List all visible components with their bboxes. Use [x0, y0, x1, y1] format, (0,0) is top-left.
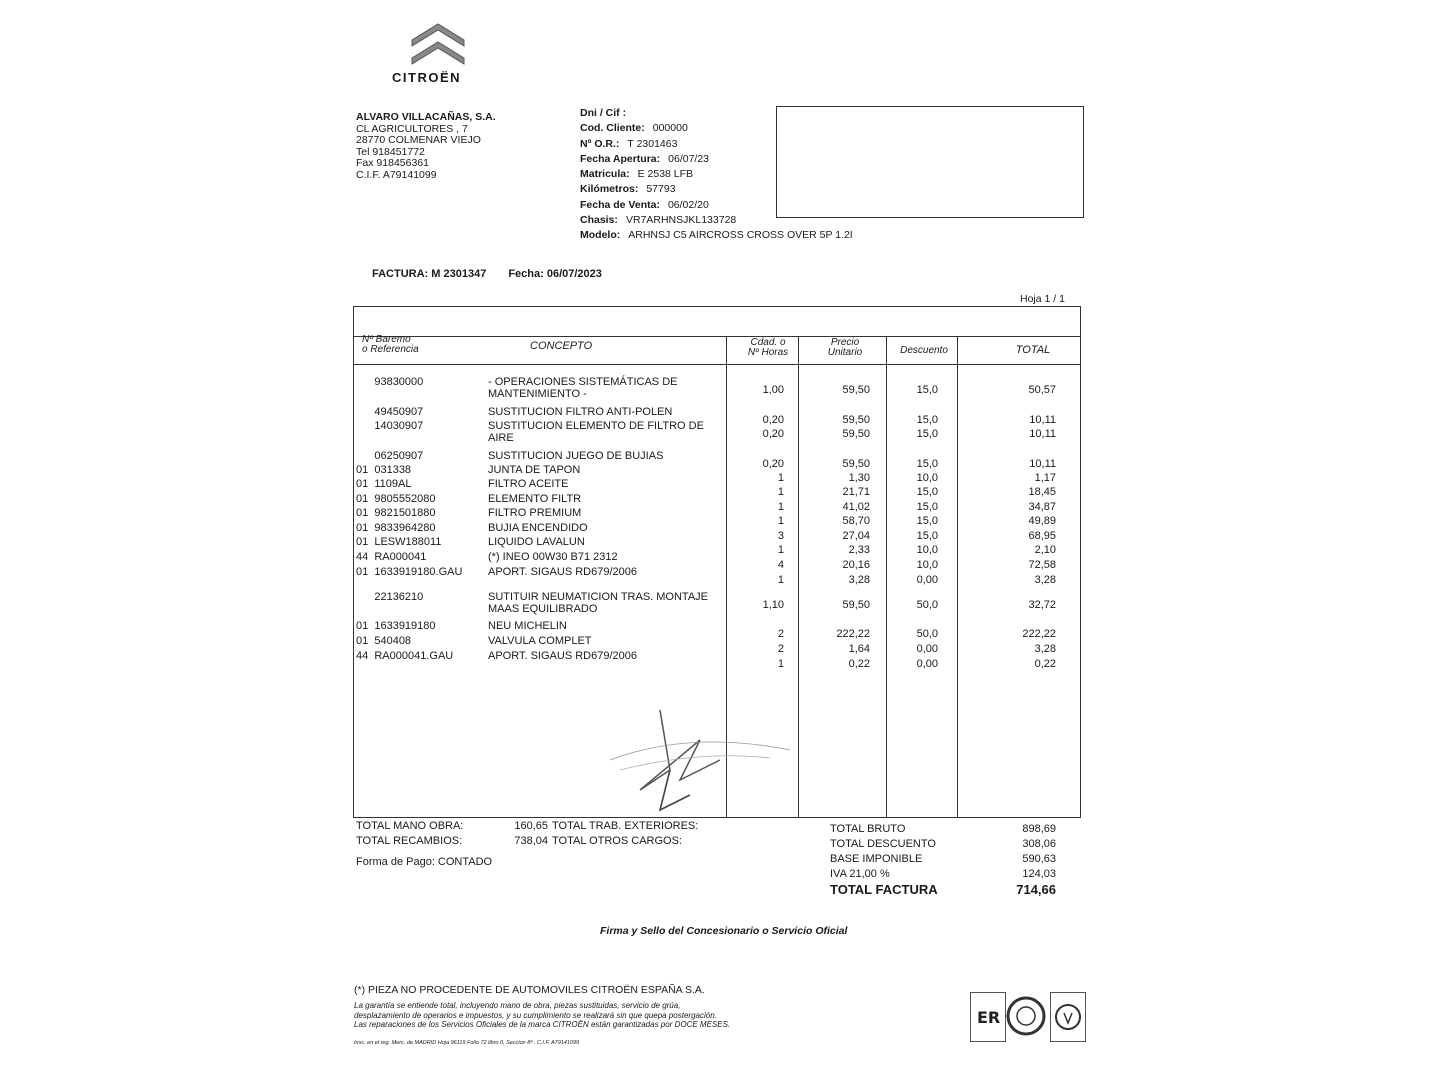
row-discount: 0,00: [916, 574, 938, 586]
totals-mid: [552, 819, 698, 849]
chevron-icon: [408, 18, 468, 68]
mano-obra-value: 160,65: [514, 820, 548, 832]
certification-env-icon: [1050, 992, 1086, 1042]
trab-ext-label: TOTAL TRAB. EXTERIORES:: [552, 820, 699, 832]
info-row: Fecha Apertura: 06/07/23: [580, 152, 710, 165]
row-price: 21,71: [842, 486, 870, 498]
row-discount: 15,0: [916, 428, 938, 440]
row-total: 32,72: [1028, 599, 1056, 611]
row-code: 01 031338: [356, 464, 412, 476]
row-discount: 15,0: [916, 384, 938, 396]
row-discount: 0,00: [916, 643, 938, 655]
info-row: Fecha de Venta: 06/02/20: [580, 198, 709, 211]
row-discount: 15,0: [916, 501, 938, 513]
row-code: 01 1109AL: [356, 478, 412, 490]
otros-cargos-label: TOTAL OTROS CARGOS:: [552, 835, 682, 847]
row-total: 3,28: [1034, 643, 1056, 655]
row-quantity: 4: [777, 559, 784, 571]
info-row: Chasis: VR7ARHNSJKL133728: [580, 214, 737, 227]
row-concept: ELEMENTO FILTR: [488, 493, 582, 505]
row-total: 68,95: [1028, 530, 1056, 542]
signature: [570, 700, 810, 825]
certification-er-icon: [970, 992, 1006, 1042]
row-quantity: 1: [777, 515, 784, 527]
info-row: Modelo: ARHNSJ C5 AIRCROSS CROSS OVER 5P 1.2I: [580, 229, 853, 242]
row-price: 58,70: [842, 515, 870, 527]
row-discount: 10,0: [916, 559, 938, 571]
row-total: 2,10: [1034, 544, 1056, 556]
row-total: 1,17: [1034, 472, 1056, 484]
row-code: 44 RA000041: [356, 551, 427, 563]
row-code: 01 1633919180.GAU: [356, 566, 463, 578]
info-row: Nº O.R.: T 2301463: [580, 137, 678, 150]
row-total: 50,57: [1028, 384, 1056, 396]
column-divider: [957, 336, 958, 818]
row-code: 14030907: [356, 420, 424, 432]
row-quantity: 0,20: [762, 428, 784, 440]
bruto-value: 898,69: [1022, 823, 1056, 835]
header-precio: Precio Unitario: [827, 337, 863, 358]
row-price: 1,30: [848, 472, 870, 484]
row-discount: 15,0: [916, 530, 938, 542]
row-concept: SUSTITUCION ELEMENTO DE FILTRO DE AIRE: [488, 420, 704, 444]
header-concepto: CONCEPTO: [530, 340, 593, 352]
row-concept: APORT. SIGAUS RD679/2006: [488, 650, 637, 662]
row-code: 44 RA000041.GAU: [356, 650, 454, 662]
row-code: 01 9805552080: [356, 493, 436, 505]
row-discount: 15,0: [916, 486, 938, 498]
row-quantity: 1: [777, 501, 784, 513]
row-quantity: 2: [777, 628, 784, 640]
row-quantity: 1: [777, 472, 784, 484]
dealer-line: Fax 918456361: [356, 157, 429, 169]
parts-note: (*) PIEZA NO PROCEDENTE DE AUTOMOVILES CITROËN ESPAÑA S.A.: [354, 984, 705, 996]
row-quantity: 1,10: [762, 599, 784, 611]
row-concept: APORT. SIGAUS RD679/2006: [488, 566, 637, 578]
descuento-value: 308,06: [1022, 838, 1056, 850]
row-price: 59,50: [842, 384, 870, 396]
row-discount: 50,0: [916, 628, 938, 640]
certification-seal-icon: [1006, 996, 1046, 1041]
total-factura-value: 714,66: [1016, 882, 1056, 897]
brand-name: CITROËN: [392, 70, 461, 85]
row-code: 93830000: [356, 376, 424, 388]
row-quantity: 1,00: [762, 384, 784, 396]
row-code: 01 540408: [356, 635, 412, 647]
invoice-number: FACTURA: M 2301347: [372, 268, 487, 280]
descuento-label: TOTAL DESCUENTO: [830, 838, 936, 850]
row-concept: - OPERACIONES SISTEMÁTICAS DE MANTENIMIENTO -: [488, 376, 678, 400]
row-total: 0,22: [1034, 658, 1056, 670]
iva-label: IVA 21,00 %: [830, 868, 890, 880]
citroen-chevron-logo: [408, 18, 468, 73]
totals-left: [356, 819, 463, 849]
dealer-line: C.I.F. A79141099: [356, 168, 437, 181]
row-total: 222,22: [1022, 628, 1056, 640]
header-descuento: Descuento: [900, 345, 948, 356]
row-code: 01 9821501880: [356, 507, 436, 519]
row-quantity: 0,20: [762, 458, 784, 470]
row-concept: FILTRO ACEITE: [488, 478, 569, 490]
totals-right-labels: [830, 822, 938, 897]
row-concept: (*) INEO 00W30 B71 2312: [488, 551, 618, 563]
recambios-label: TOTAL RECAMBIOS:: [356, 835, 463, 847]
dealer-name: ALVARO VILLACAÑAS, S.A.: [356, 111, 496, 123]
forma-pago: Forma de Pago: CONTADO: [356, 856, 493, 868]
row-price: 1,64: [848, 643, 870, 655]
row-total: 72,58: [1028, 559, 1056, 571]
bruto-label: TOTAL BRUTO: [830, 823, 906, 835]
warranty-text: La garantía se entiende total, incluyendo mano de obra, piezas sustituidas, servicio de grúa, desplazamiento de operarios e impuestos, y su cumplimiento se realizará sin que quepa postergación. Las reparaciones de los Servicios Oficiales de la marca CITROËN están garantizadas por DOCE MESES.: [354, 1001, 731, 1029]
row-quantity: 2: [777, 643, 784, 655]
row-code: 01 1633919180: [356, 620, 436, 632]
row-quantity: 1: [777, 658, 784, 670]
info-row: Cod. Cliente: 000000: [580, 122, 688, 135]
dealer-line: CL AGRICULTORES , 7: [356, 122, 468, 135]
row-price: 20,16: [842, 559, 870, 571]
table-divider: [353, 336, 1081, 337]
info-row: Matricula: E 2538 LFB: [580, 168, 694, 181]
row-price: 59,50: [842, 428, 870, 440]
row-price: 222,22: [836, 628, 870, 640]
recambios-value: 738,04: [514, 835, 548, 847]
header-cantidad: Cdad. o Nº Horas: [747, 337, 789, 358]
row-price: 0,22: [848, 658, 870, 670]
row-concept: SUSTITUCION FILTRO ANTI-POLEN: [488, 406, 673, 418]
row-total: 49,89: [1028, 515, 1056, 527]
row-code: 49450907: [356, 406, 424, 418]
row-price: 59,50: [842, 599, 870, 611]
row-code: 01 9833964280: [356, 522, 436, 534]
row-concept: LIQUIDO LAVALUN: [488, 536, 585, 548]
row-discount: 10,0: [916, 472, 938, 484]
mano-obra-label: TOTAL MANO OBRA:: [356, 820, 464, 832]
totals-left-values: [480, 819, 548, 849]
address-box: [776, 106, 1084, 218]
page-number: Hoja 1 / 1: [1020, 293, 1065, 305]
row-concept: SUSTITUCION JUEGO DE BUJIAS: [488, 450, 664, 462]
row-concept: SUTITUIR NEUMATICION TRAS. MONTAJE MAAS EQUILIBRADO: [488, 591, 709, 615]
row-quantity: 3: [777, 530, 784, 542]
row-total: 10,11: [1029, 414, 1056, 426]
row-discount: 10,0: [916, 544, 938, 556]
row-discount: 50,0: [916, 599, 938, 611]
row-total: 10,11: [1029, 458, 1056, 470]
row-concept: BUJIA ENCENDIDO: [488, 522, 588, 534]
base-value: 590,63: [1022, 853, 1056, 865]
row-discount: 15,0: [916, 458, 938, 470]
row-code: 06250907: [356, 450, 424, 462]
row-price: 41,02: [842, 501, 870, 513]
row-concept: NEU MICHELIN: [488, 620, 567, 632]
iva-value: 124,03: [1022, 868, 1056, 880]
row-price: 59,50: [842, 458, 870, 470]
row-concept: JUNTA DE TAPON: [488, 464, 581, 476]
row-discount: 15,0: [916, 515, 938, 527]
invoice-date: Fecha: 06/07/2023: [508, 268, 602, 280]
row-quantity: 1: [777, 544, 784, 556]
header-ref: Nº Baremo o Referencia: [362, 334, 419, 355]
base-label: BASE IMPONIBLE: [830, 853, 923, 865]
info-row: Dni / Cif :: [580, 107, 627, 119]
row-discount: 15,0: [916, 414, 938, 426]
total-factura-label: TOTAL FACTURA: [830, 882, 938, 897]
row-concept: VALVULA COMPLET: [488, 635, 592, 647]
row-discount: 0,00: [916, 658, 938, 670]
dealer-block: [356, 112, 496, 181]
header-total: TOTAL: [1015, 344, 1051, 356]
dealer-line: Tel 918451772: [356, 145, 425, 158]
row-total: 3,28: [1034, 574, 1056, 586]
row-price: 59,50: [842, 414, 870, 426]
row-price: 3,28: [848, 574, 870, 586]
row-code: 22136210: [356, 591, 424, 603]
registry-text: Insc. en el reg. Merc. de MADRID Hoja 96119 Folio 72 libro 0, Seccion 8ª . C.I.F. A79141099: [354, 1040, 580, 1046]
signature-caption: Firma y Sello del Concesionario o Servicio Oficial: [600, 925, 848, 937]
row-quantity: 0,20: [762, 414, 784, 426]
column-divider: [886, 336, 887, 818]
row-total: 34,87: [1028, 501, 1056, 513]
row-total: 10,11: [1029, 428, 1056, 440]
dealer-line: 28770 COLMENAR VIEJO: [356, 134, 481, 146]
row-price: 27,04: [842, 530, 870, 542]
table-header-divider: [353, 364, 1081, 365]
invoice-number-line: [372, 268, 602, 280]
info-row: Kilómetros: 57793: [580, 183, 676, 196]
row-quantity: 1: [777, 486, 784, 498]
row-quantity: 1: [777, 574, 784, 586]
totals-right-values: [980, 822, 1056, 897]
row-code: 01 LESW188011: [356, 536, 442, 548]
row-total: 18,45: [1028, 486, 1056, 498]
row-concept: FILTRO PREMIUM: [488, 507, 582, 519]
svg-text:ER: ER: [977, 1008, 1001, 1027]
row-price: 2,33: [848, 544, 870, 556]
